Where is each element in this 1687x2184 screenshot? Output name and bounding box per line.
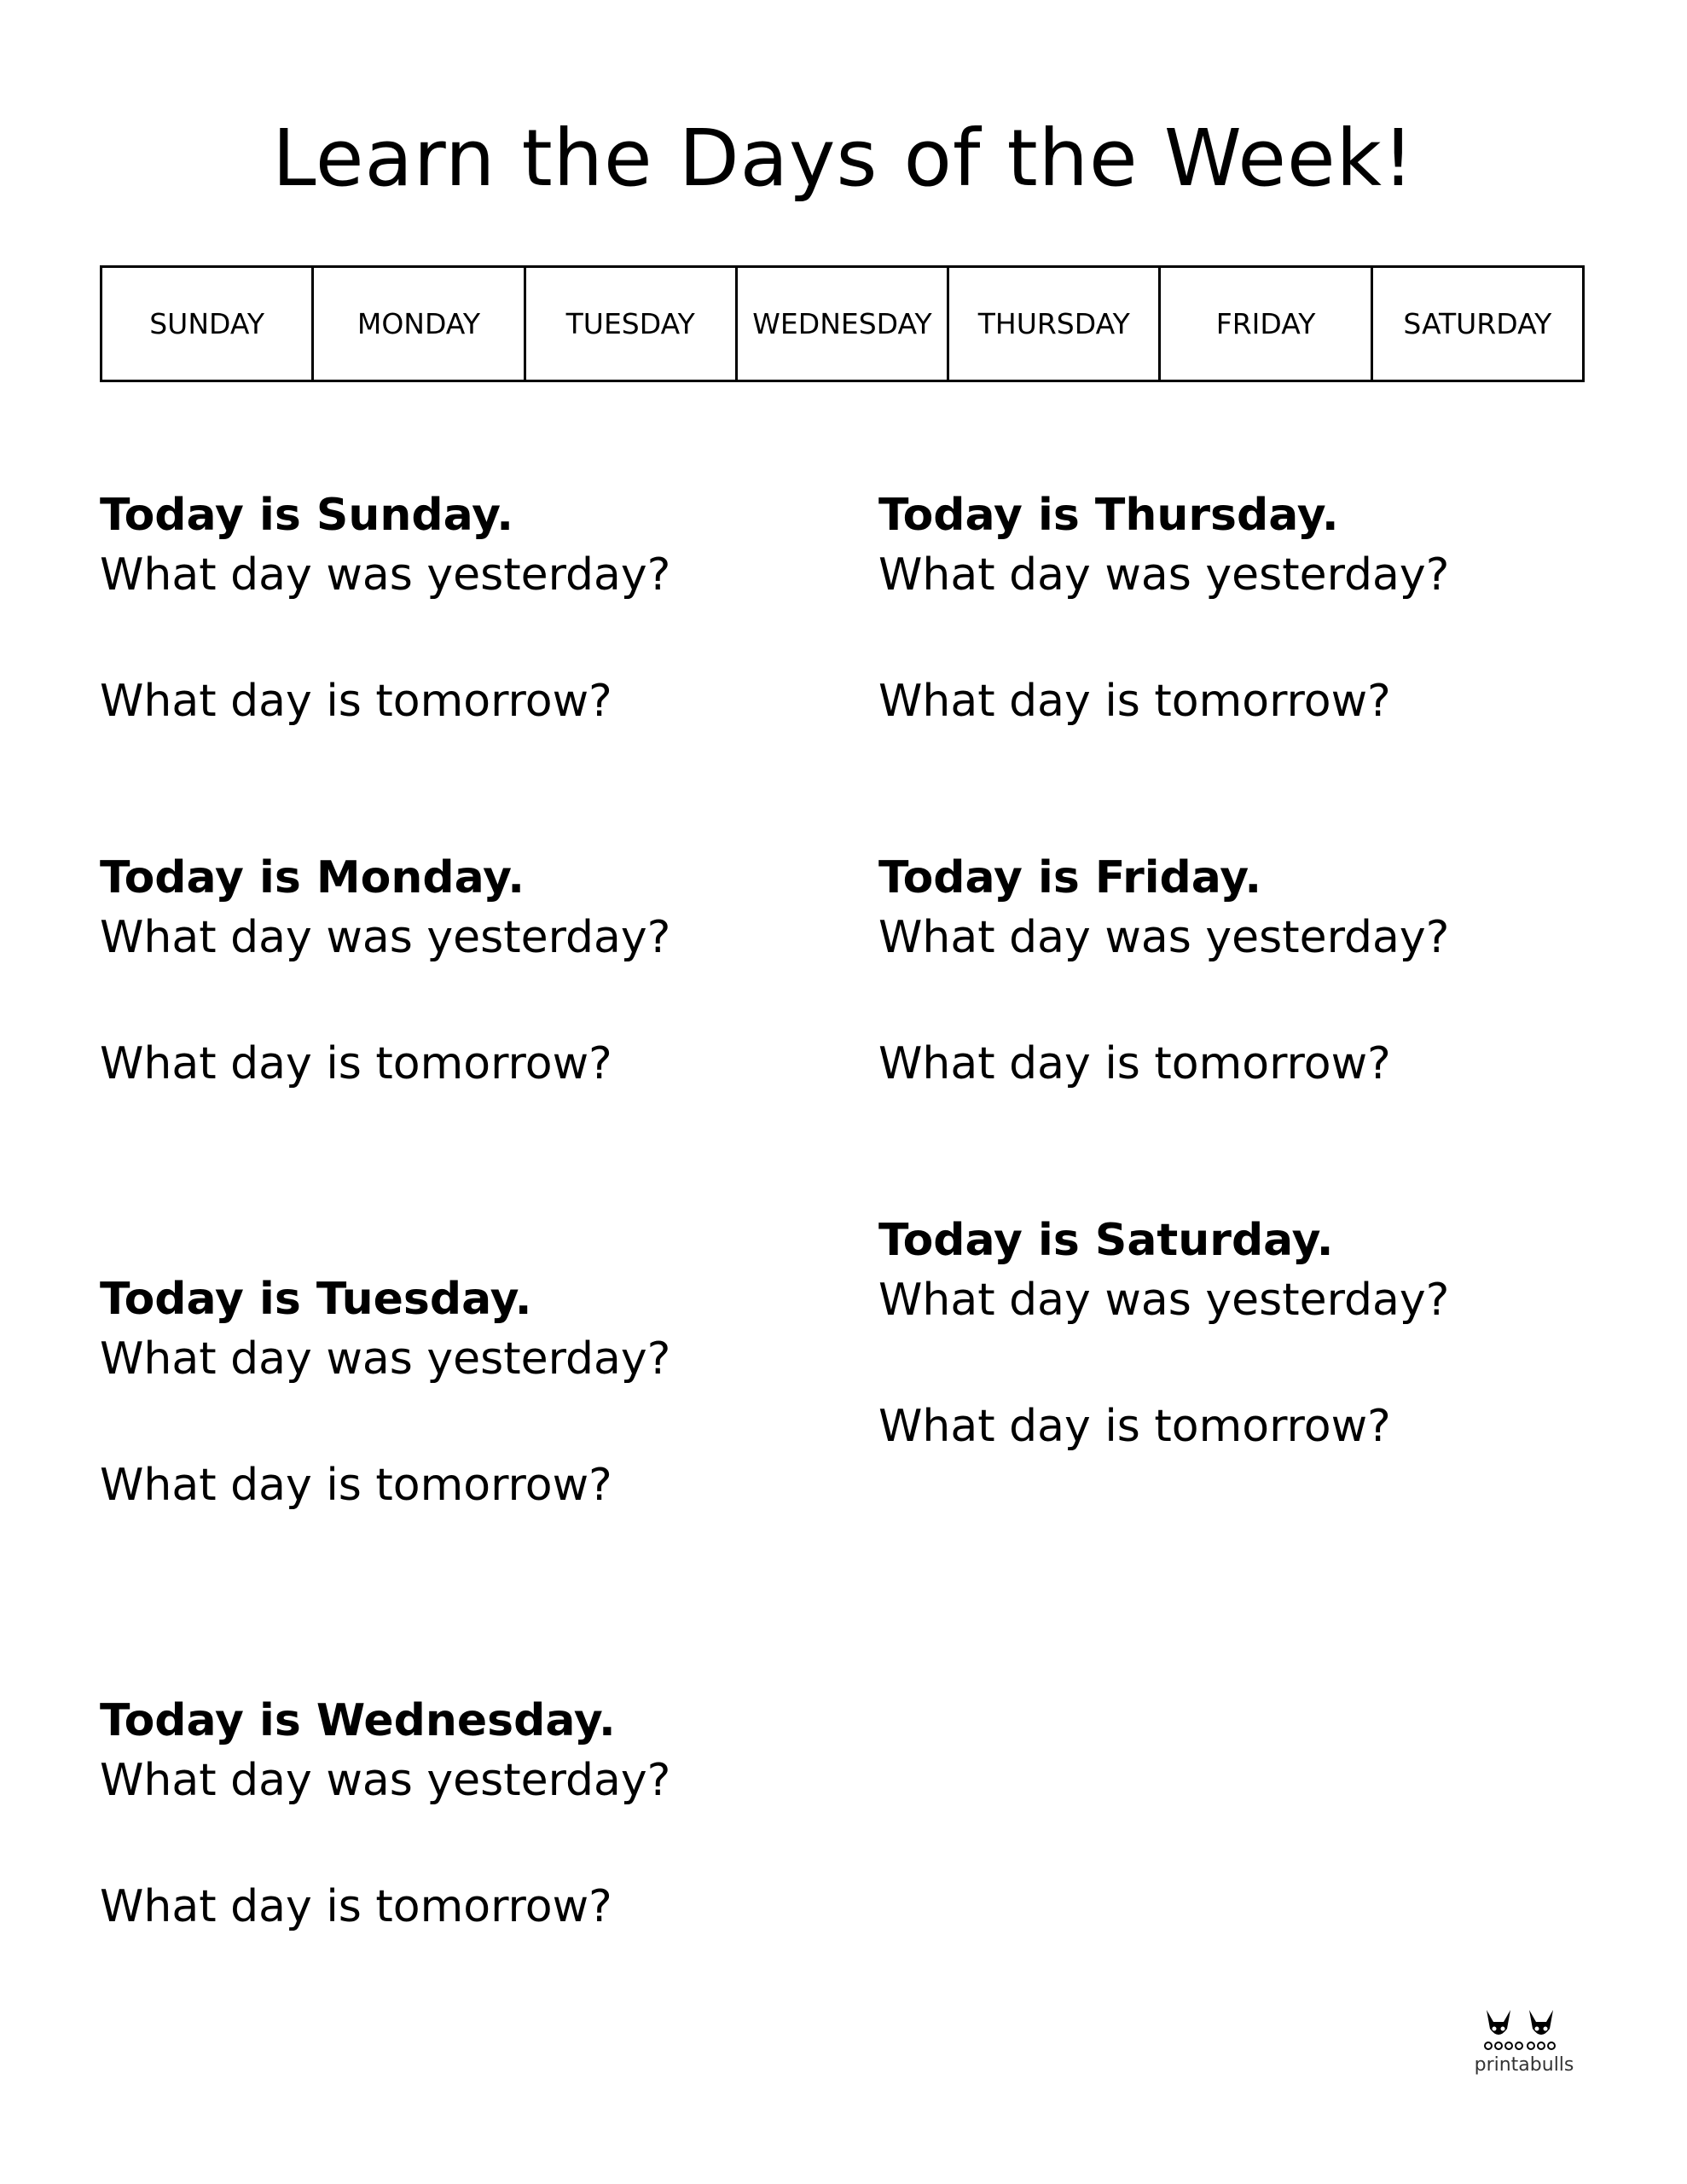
tomorrow-question: What day is tomorrow? bbox=[878, 676, 1391, 727]
day-cell-saturday: SATURDAY bbox=[1371, 267, 1583, 381]
yesterday-question: What day was yesterday? bbox=[878, 549, 1450, 601]
day-cell-wednesday: WEDNESDAY bbox=[736, 267, 948, 381]
day-cell-sunday: SUNDAY bbox=[101, 267, 313, 381]
yesterday-question: What day was yesterday? bbox=[100, 912, 671, 963]
yesterday-question: What day was yesterday? bbox=[100, 1333, 671, 1385]
today-heading: Today is Tuesday. bbox=[100, 1274, 532, 1325]
bulldog-heads-icon bbox=[1481, 2007, 1567, 2054]
days-of-week-table bbox=[100, 265, 1585, 382]
today-heading: Today is Sunday. bbox=[100, 490, 513, 541]
tomorrow-question: What day is tomorrow? bbox=[100, 1460, 612, 1511]
day-cell-friday: FRIDAY bbox=[1160, 267, 1371, 381]
day-cell-tuesday: TUESDAY bbox=[525, 267, 736, 381]
yesterday-question: What day was yesterday? bbox=[100, 1755, 671, 1806]
tomorrow-question: What day is tomorrow? bbox=[878, 1038, 1391, 1089]
today-heading: Today is Wednesday. bbox=[100, 1695, 616, 1746]
tomorrow-question: What day is tomorrow? bbox=[100, 1881, 612, 1932]
today-heading: Today is Saturday. bbox=[878, 1215, 1334, 1266]
day-cell-monday: MONDAY bbox=[313, 267, 525, 381]
days-row bbox=[101, 267, 1584, 381]
page-title: Learn the Days of the Week! bbox=[272, 113, 1415, 204]
tomorrow-question: What day is tomorrow? bbox=[100, 676, 612, 727]
today-heading: Today is Friday. bbox=[878, 852, 1262, 903]
yesterday-question: What day was yesterday? bbox=[100, 549, 671, 601]
today-heading: Today is Thursday. bbox=[878, 490, 1339, 541]
logo-text: printabulls bbox=[1474, 2054, 1574, 2076]
yesterday-question: What day was yesterday? bbox=[878, 912, 1450, 963]
printabulls-logo bbox=[1460, 2007, 1588, 2083]
yesterday-question: What day was yesterday? bbox=[878, 1275, 1450, 1326]
today-heading: Today is Monday. bbox=[100, 852, 525, 903]
tomorrow-question: What day is tomorrow? bbox=[878, 1401, 1391, 1452]
day-cell-thursday: THURSDAY bbox=[948, 267, 1160, 381]
tomorrow-question: What day is tomorrow? bbox=[100, 1038, 612, 1089]
